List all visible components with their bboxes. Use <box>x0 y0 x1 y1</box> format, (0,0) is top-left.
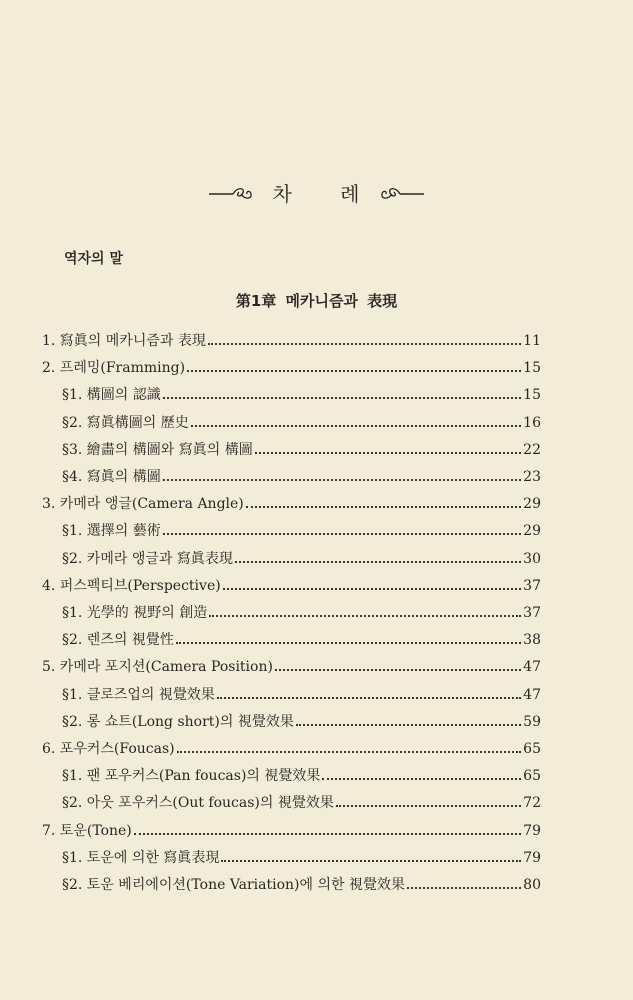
toc-entry-page: 22 <box>523 442 541 458</box>
toc-entry <box>62 548 541 568</box>
toc-entry <box>42 575 541 595</box>
dot-leader <box>235 561 521 563</box>
toc-entry-label: §4. 寫眞의 構圖 <box>62 469 161 485</box>
toc-entry-page: 29 <box>523 523 541 539</box>
toc-entry-label: §1. 光學的 視野의 創造 <box>62 605 208 621</box>
dot-leader <box>163 533 521 535</box>
dot-leader <box>134 833 521 835</box>
dot-leader <box>208 343 521 345</box>
dot-leader <box>191 425 521 427</box>
toc-title: 차 례 <box>272 182 361 206</box>
toc-entry-label: §1. 토운에 의한 寫眞表現 <box>62 850 220 866</box>
toc-entry-page: 16 <box>523 415 541 431</box>
toc-entry <box>42 330 541 350</box>
toc-entry-label: §2. 렌즈의 視覺性 <box>62 632 174 648</box>
dot-leader <box>163 397 521 399</box>
toc-entry <box>62 792 541 812</box>
toc-entry-label: 3. 카메라 앵글(Camera Angle) <box>42 496 244 512</box>
dot-leader <box>217 697 521 699</box>
toc-entry-label: §1. 選擇의 藝術 <box>62 523 161 539</box>
toc-entry-page: 47 <box>523 659 541 675</box>
toc-entry-page: 79 <box>523 850 541 866</box>
toc-entry-label: 1. 寫眞의 메카니즘과 表現 <box>42 333 206 349</box>
toc-entry-page: 72 <box>523 795 541 811</box>
preface-heading: 역자의 말 <box>64 251 123 267</box>
dot-leader <box>221 860 521 862</box>
dot-leader <box>255 452 521 454</box>
toc-entry-page: 30 <box>523 551 541 567</box>
toc-entry-label: §2. 카메라 앵글과 寫眞表現 <box>62 551 233 567</box>
toc-entry <box>62 711 541 731</box>
dot-leader <box>176 642 521 644</box>
dot-leader <box>209 615 521 617</box>
toc-entry-label: 6. 포우커스(Foucas) <box>42 741 175 757</box>
toc-entry <box>42 738 541 758</box>
toc-entry-label: §2. 토운 베리에이션(Tone Variation)에 의한 視覺效果 <box>62 877 405 893</box>
toc-entry <box>62 384 541 404</box>
toc-entry <box>62 629 541 649</box>
toc-entry <box>62 439 541 459</box>
dot-leader <box>275 669 521 671</box>
toc-entry <box>62 684 541 704</box>
toc-entry-page: 47 <box>523 687 541 703</box>
dot-leader <box>163 479 521 481</box>
toc-entry <box>42 656 541 676</box>
toc-entry-page: 80 <box>523 877 541 893</box>
toc-entry-label: §2. 寫眞構圖의 歷史 <box>62 415 189 431</box>
toc-entry-page: 37 <box>523 605 541 621</box>
toc-entry-label: 7. 토운(Tone) <box>42 823 132 839</box>
toc-entry-label: §3. 繪畵의 構圖와 寫眞의 構圖 <box>62 442 253 458</box>
toc-entry-page: 15 <box>523 360 541 376</box>
toc-entry <box>42 820 541 840</box>
toc-entry <box>62 765 541 785</box>
toc-entry-label: 5. 카메라 포지션(Camera Position) <box>42 659 273 675</box>
toc-entry-label: 4. 퍼스펙티브(Perspective) <box>42 578 221 594</box>
dot-leader <box>177 751 522 753</box>
toc-entry-label: §1. 팬 포우커스(Pan foucas)의 視覺效果 <box>62 768 321 784</box>
dot-leader <box>336 805 521 807</box>
toc-entry-page: 23 <box>523 469 541 485</box>
toc-entry <box>42 493 541 513</box>
toc-entry-label: §1. 構圖의 認識 <box>62 387 161 403</box>
chapter-heading: 第1章 메카니즘과 表現 <box>235 292 398 310</box>
toc-entry-page: 15 <box>523 387 541 403</box>
dot-leader <box>223 588 521 590</box>
toc-entry-label: 2. 프레밍(Framming) <box>42 360 186 376</box>
toc-entry-page: 79 <box>523 823 541 839</box>
toc-entry-page: 38 <box>523 632 541 648</box>
toc-entry-page: 59 <box>523 714 541 730</box>
toc-entry-page: 65 <box>523 741 541 757</box>
dot-leader <box>322 778 521 780</box>
toc-entry-label: §1. 클로즈업의 視覺效果 <box>62 687 215 703</box>
toc-entry <box>62 602 541 622</box>
toc-entry-page: 11 <box>523 333 541 349</box>
dot-leader <box>296 724 521 726</box>
toc-entry <box>62 466 541 486</box>
toc-entry <box>62 520 541 540</box>
toc-entry-page: 37 <box>523 578 541 594</box>
toc-entry-page: 29 <box>523 496 541 512</box>
toc-entry <box>42 357 541 377</box>
toc-entry <box>62 412 541 432</box>
dot-leader <box>246 506 521 508</box>
dot-leader <box>187 370 521 372</box>
toc-entry <box>62 874 541 894</box>
toc-entry-page: 65 <box>523 768 541 784</box>
toc-entry-label: §2. 롱 쇼트(Long short)의 視覺效果 <box>62 714 294 730</box>
dot-leader <box>407 887 521 889</box>
toc-entry-label: §2. 아웃 포우커스(Out foucas)의 視覺效果 <box>62 795 334 811</box>
toc-entry <box>62 847 541 867</box>
